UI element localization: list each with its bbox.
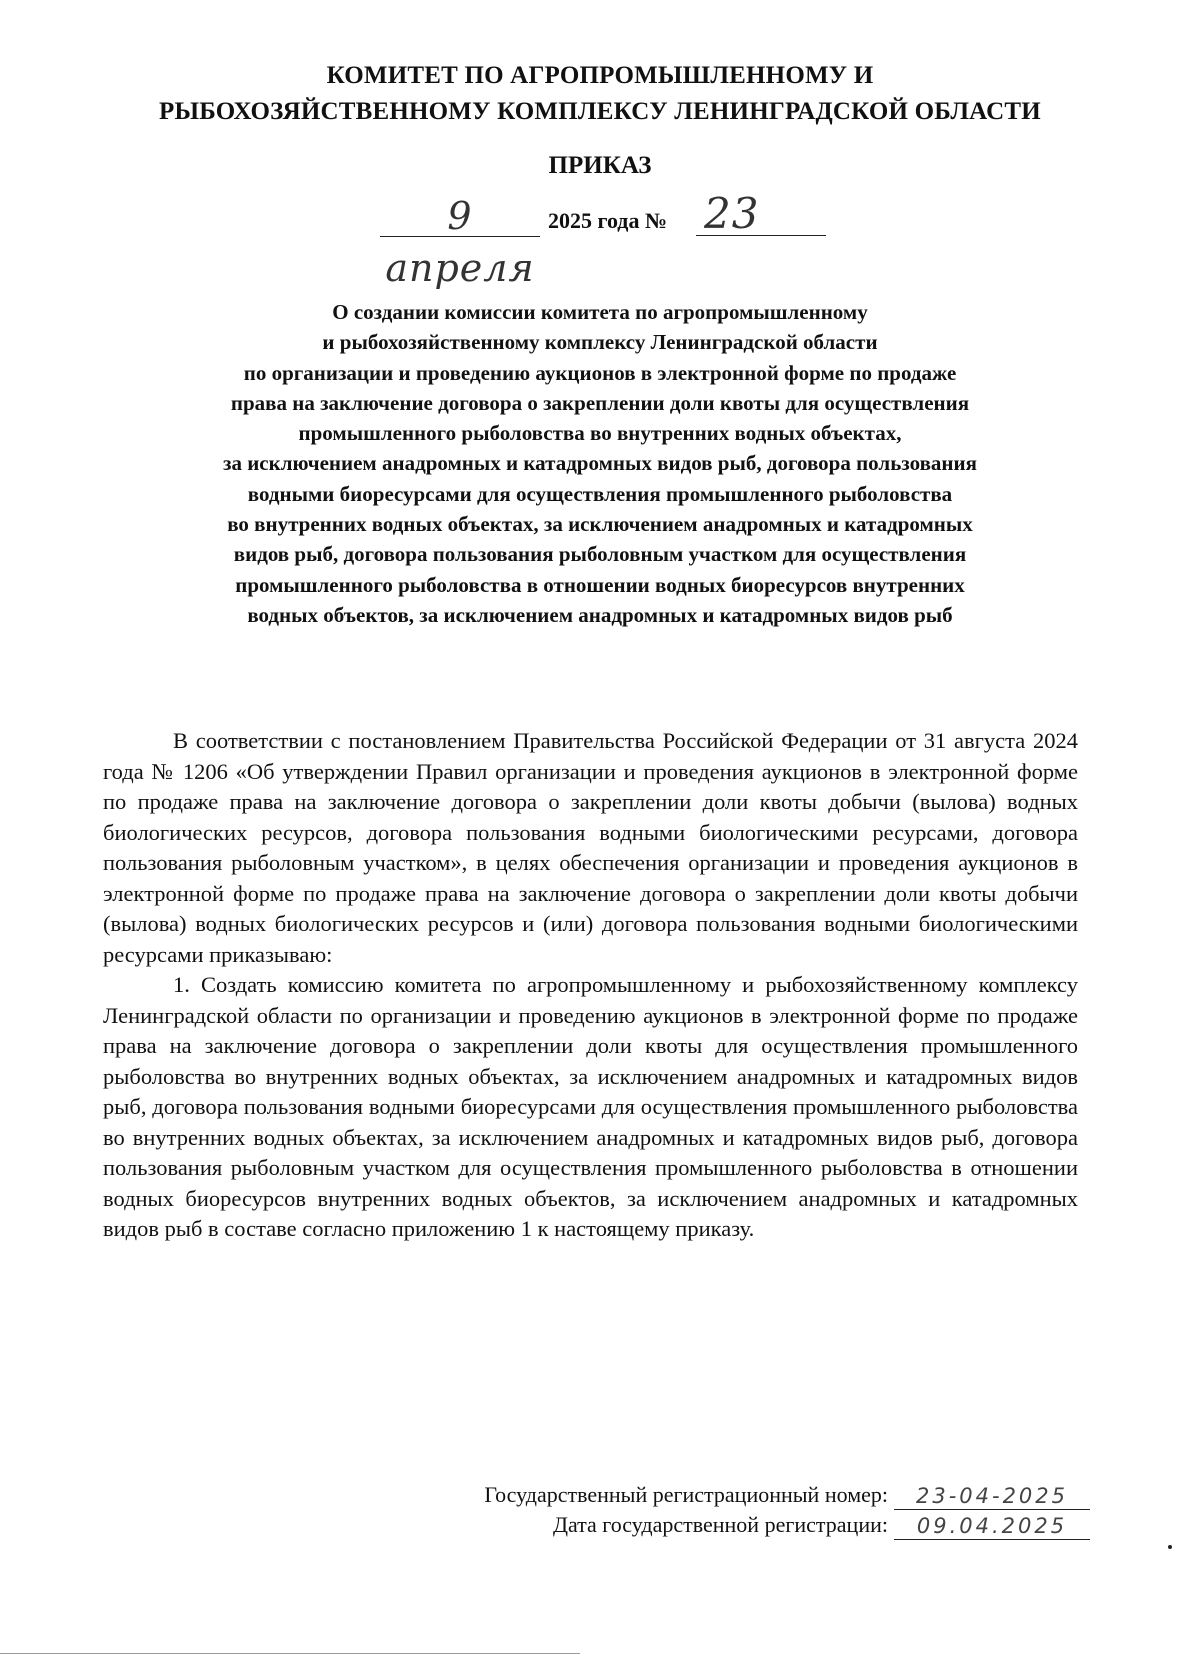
scan-speck <box>1168 1545 1172 1549</box>
order-year-text: 2025 года № <box>548 208 668 233</box>
registration-number-row <box>484 1480 1090 1510</box>
document-type: ПРИКАЗ <box>548 152 652 179</box>
org-line-1: КОМИТЕТ ПО АГРОПРОМЫШЛЕННОМУ И <box>326 62 874 89</box>
registration-number-label: Государственный регистрационный номер: <box>484 1482 888 1507</box>
order-number-handwritten: 23 <box>704 189 760 238</box>
registration-date-value: 09.04.2025 <box>894 1513 1090 1540</box>
subject-line: права на заключение договора о закреплении доли квоты для осуществления <box>230 390 970 415</box>
order-date-line <box>380 189 840 290</box>
footer-divider <box>0 1653 580 1654</box>
subject-line: во внутренних водных объектах, за исключением анадромных и катадромных <box>227 512 973 537</box>
subject-line: О создании комиссии комитета по агропромышленному <box>332 300 868 324</box>
order-body <box>103 726 1078 1245</box>
registration-number-value: 23-04-2025 <box>894 1483 1090 1510</box>
order-subject <box>90 297 1110 630</box>
registration-date-label: Дата государственной регистрации: <box>552 1512 888 1537</box>
subject-line: промышленного рыболовства в отношении водных биоресурсов внутренних <box>235 572 965 597</box>
registration-date-row <box>484 1510 1090 1540</box>
body-paragraph-item-1: 1. Создать комиссию комитета по агропромышленному и рыбохозяйственному комплексу Ленинградской области по организации и проведению аукционов в электронной форме по продаже права на заключение договора о закреплении доли квоты для осуществления промышленного рыболовства во внутренних водных объектах, за исключением анадромных и катадромных видов рыб, договора пользования водными биоресурсами для осуществления промышленного рыболовства во внутренних водных объектах, за исключением анадромных и катадромных видов рыб, договора пользования рыболовным участком для осуществления промышленного рыболовства в отношении водных биоресурсов внутренних водных объектов, за исключением анадромных и катадромных видов рыб в составе согласно приложению 1 к настоящему приказу. <box>103 972 1078 1241</box>
registration-block <box>484 1480 1090 1540</box>
org-line-2: РЫБОХОЗЯЙСТВЕННОМУ КОМПЛЕКСУ ЛЕНИНГРАДСКОЙ ОБЛАСТИ <box>159 98 1041 125</box>
subject-line: водными биоресурсами для осуществления промышленного рыболовства <box>247 481 953 506</box>
body-paragraph-preamble: В соответствии с постановлением Правительства Российской Федерации от 31 августа 2024 года № 1206 «Об утверждении Правил организации и проведения аукционов в электронной форме по продаже права на заключение договора о закреплении доли квоты добычи (вылова) водных биологических ресурсов, договора пользования водными биологическими ресурсами, договора пользования рыболовным участком», в целях обеспечения организации и проведения аукционов в электронной форме по продаже права на заключение договора о закреплении доли квоты добычи (вылова) водных биологических ресурсов и (или) договора пользования водными биологическими ресурсами приказываю: <box>103 728 1078 967</box>
subject-line: видов рыб, договора пользования рыболовным участком для осуществления <box>233 542 967 567</box>
subject-line: по организации и проведению аукционов в электронной форме по продаже <box>243 360 957 385</box>
subject-line: водных объектов, за исключением анадромных и катадромных видов рыб <box>247 602 953 627</box>
organization-header <box>60 58 1140 130</box>
order-date-field <box>380 190 540 290</box>
subject-line: промышленного рыболовства во внутренних водных объектах, <box>298 421 902 446</box>
subject-line: за исключением анадромных и катадромных видов рыб, договора пользования <box>223 451 977 476</box>
order-number-field <box>696 190 826 236</box>
order-date-handwritten: 9 апреля <box>385 194 535 290</box>
subject-line: и рыбохозяйственному комплексу Ленинградской области <box>322 330 878 355</box>
